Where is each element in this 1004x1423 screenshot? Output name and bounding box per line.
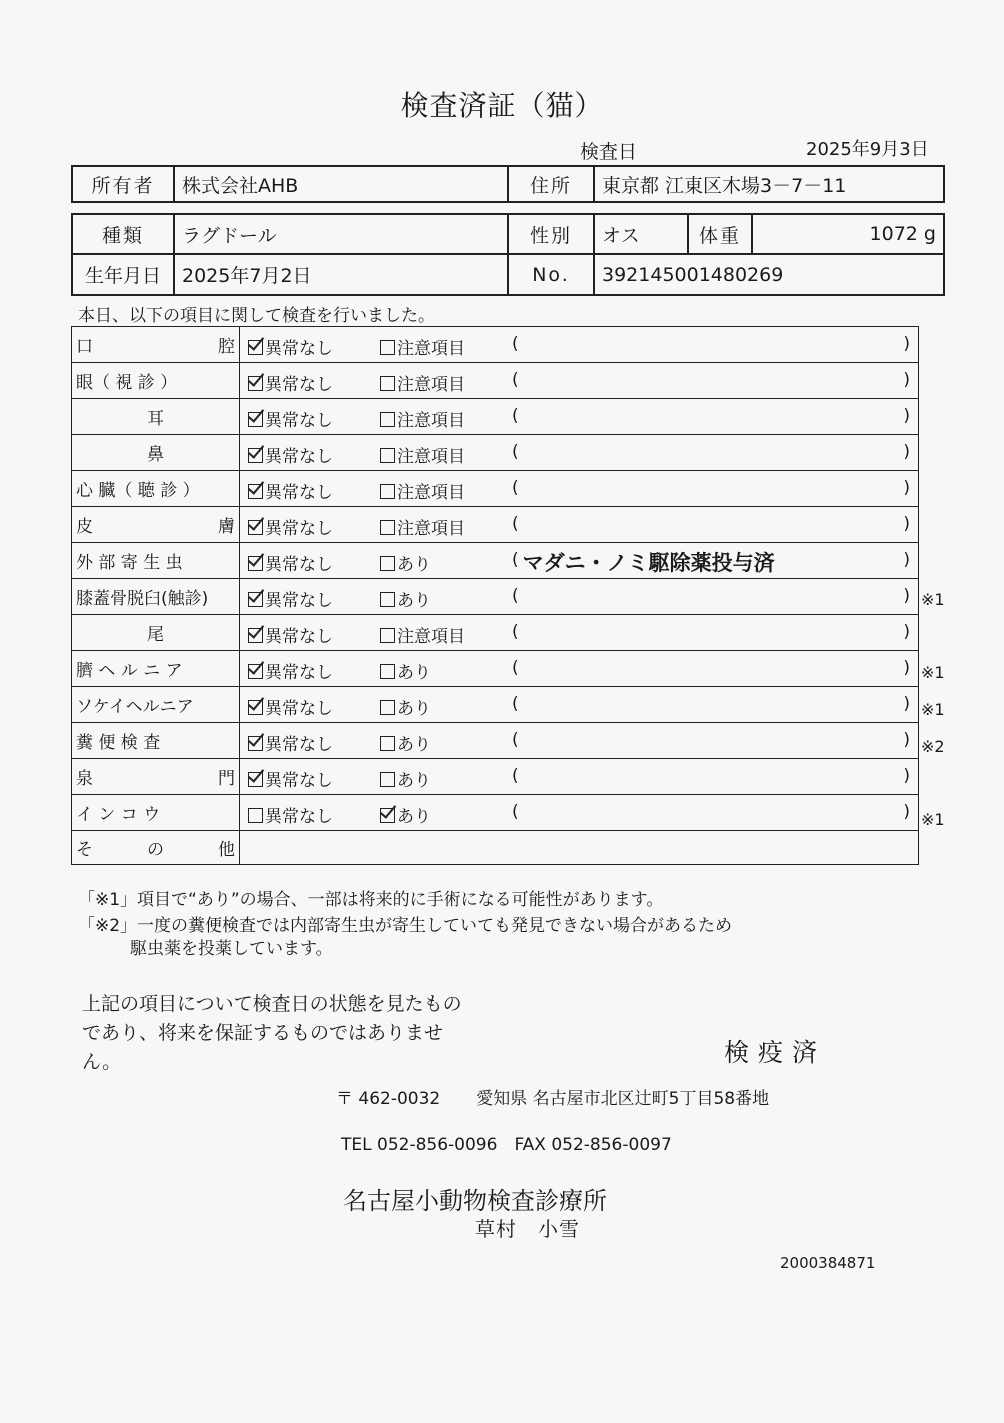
note-open-paren: ( xyxy=(512,658,519,678)
check-row xyxy=(72,327,919,363)
checkbox-icon[interactable] xyxy=(380,664,395,679)
check-options xyxy=(240,687,919,723)
check-item-label: 鼻 xyxy=(147,445,164,465)
checkbox-icon[interactable] xyxy=(248,736,263,751)
check-item-label: 外 部 寄 生 虫 xyxy=(76,553,183,573)
option-attention-label: あり xyxy=(397,591,431,611)
check-item xyxy=(72,579,240,615)
check-item xyxy=(72,687,240,723)
address-text: 愛知県 名古屋市北区辻町5丁目58番地 xyxy=(476,1089,770,1109)
check-options xyxy=(240,795,919,831)
note-field xyxy=(512,802,910,822)
option-attention[interactable] xyxy=(380,730,431,755)
option-normal-label: 異常なし xyxy=(265,339,333,359)
note-text xyxy=(519,367,904,390)
checkbox-icon[interactable] xyxy=(248,664,263,679)
footnote-mark: ※1 xyxy=(921,590,945,610)
note-close-paren: ) xyxy=(903,802,910,822)
option-normal[interactable] xyxy=(248,694,333,719)
note-open-paren: ( xyxy=(512,622,519,642)
check-item-label: 口 xyxy=(76,337,93,357)
check-row-other xyxy=(72,831,919,865)
check-item xyxy=(72,795,240,831)
note-open-paren: ( xyxy=(512,478,519,498)
note-field xyxy=(512,478,910,498)
check-item xyxy=(72,831,240,865)
address-label: 住所 xyxy=(508,166,594,202)
check-row xyxy=(72,399,919,435)
clinic-contact xyxy=(341,1130,672,1155)
check-item xyxy=(72,543,240,579)
check-item xyxy=(72,615,240,651)
check-item-label: 尾 xyxy=(147,625,164,645)
other-label-2: の xyxy=(147,840,164,860)
option-attention-label: あり xyxy=(397,555,431,575)
other-label-3: 他 xyxy=(218,840,235,860)
option-attention[interactable] xyxy=(380,514,465,539)
option-normal-label: 異常なし xyxy=(265,555,333,575)
option-normal-label: 異常なし xyxy=(265,699,333,719)
option-attention-label: あり xyxy=(397,807,431,827)
note-field xyxy=(512,586,910,606)
option-attention-label: 注意項目 xyxy=(397,339,465,359)
option-attention[interactable] xyxy=(380,802,431,827)
sex-value: オス xyxy=(594,214,688,254)
owner-address: 東京都 江東区木場3－7－11 xyxy=(594,166,944,202)
option-attention[interactable] xyxy=(380,442,465,467)
breed-value: ラグドール xyxy=(174,214,508,254)
option-normal[interactable] xyxy=(248,622,333,647)
note-open-paren: ( xyxy=(512,406,519,426)
check-item-label: 眼（ 視 診 ） xyxy=(76,373,178,393)
checkbox-icon[interactable] xyxy=(380,736,395,751)
check-options xyxy=(240,507,919,543)
note-close-paren: ) xyxy=(903,550,910,570)
checkbox-icon[interactable] xyxy=(248,592,263,607)
note-field xyxy=(512,442,910,462)
check-options xyxy=(240,651,919,687)
note-close-paren: ) xyxy=(903,442,910,462)
note-open-paren: ( xyxy=(512,550,519,570)
footnote-2-line-1: 「※2」一度の糞便検査では内部寄生虫が寄生していても発見できない場合があるため xyxy=(78,916,733,936)
option-normal-label: 異常なし xyxy=(265,375,333,395)
check-options xyxy=(240,543,919,579)
note-field xyxy=(512,658,910,678)
note-close-paren: ) xyxy=(903,586,910,606)
option-attention-label: あり xyxy=(397,735,431,755)
note-open-paren: ( xyxy=(512,694,519,714)
check-options xyxy=(240,615,919,651)
option-normal[interactable] xyxy=(248,802,333,827)
check-item-label: イ ン コ ウ xyxy=(76,805,161,825)
checkbox-icon[interactable] xyxy=(248,340,263,355)
check-row xyxy=(72,435,919,471)
check-item-label-end: 膚 xyxy=(218,517,235,537)
check-options xyxy=(240,471,919,507)
note-field xyxy=(512,550,910,577)
inspection-date: 2025年9月3日 xyxy=(806,139,929,160)
note-close-paren: ) xyxy=(903,766,910,786)
note-field xyxy=(512,514,910,534)
option-attention[interactable] xyxy=(380,334,465,359)
check-item-label: 心 臓（ 聴 診 ） xyxy=(76,481,200,501)
owner-table xyxy=(71,165,945,203)
check-item-label: 臍 ヘ ル ニ ア xyxy=(76,661,183,681)
note-close-paren: ) xyxy=(903,658,910,678)
footnote-mark: ※1 xyxy=(921,809,945,829)
pet-table xyxy=(71,213,945,296)
checkbox-icon[interactable] xyxy=(380,520,395,535)
check-options xyxy=(240,435,919,471)
note-close-paren: ) xyxy=(903,370,910,390)
checkbox-icon[interactable] xyxy=(248,556,263,571)
note-close-paren: ) xyxy=(903,406,910,426)
sex-label: 性別 xyxy=(508,214,594,254)
check-row xyxy=(72,795,919,831)
checkbox-icon[interactable] xyxy=(380,484,395,499)
note-text xyxy=(519,583,904,606)
check-options xyxy=(240,363,919,399)
option-attention-label: 注意項目 xyxy=(397,627,465,647)
check-options xyxy=(240,327,919,363)
option-normal-label: 異常なし xyxy=(265,735,333,755)
option-normal[interactable] xyxy=(248,550,333,575)
note-close-paren: ) xyxy=(903,694,910,714)
check-row xyxy=(72,759,919,795)
check-row xyxy=(72,471,919,507)
option-normal-label: 異常なし xyxy=(265,411,333,431)
option-normal[interactable] xyxy=(248,442,333,467)
note-text xyxy=(519,619,904,642)
option-attention[interactable] xyxy=(380,586,431,611)
note-close-paren: ) xyxy=(903,334,910,354)
note-close-paren: ) xyxy=(903,514,910,534)
footnote-1: 「※1」項目で“あり”の場合、一部は将来的に手術になる可能性があります。 xyxy=(78,890,664,910)
checkbox-icon[interactable] xyxy=(248,448,263,463)
checkbox-icon[interactable] xyxy=(380,592,395,607)
check-item xyxy=(72,507,240,543)
inspection-date-label: 検査日 xyxy=(580,141,638,163)
checkbox-icon[interactable] xyxy=(380,772,395,787)
option-normal[interactable] xyxy=(248,766,333,791)
note-field xyxy=(512,622,910,642)
check-item xyxy=(72,399,240,435)
disclaimer: 上記の項目について検査日の状態を見たものであり、将来を保証するものではありません。 xyxy=(82,993,462,1073)
intro-text: 本日、以下の項目に関して検査を行いました。 xyxy=(78,306,435,326)
note-open-paren: ( xyxy=(512,802,519,822)
option-attention-label: あり xyxy=(397,771,431,791)
option-attention[interactable] xyxy=(380,406,465,431)
note-open-paren: ( xyxy=(512,514,519,534)
checkbox-icon[interactable] xyxy=(248,520,263,535)
check-row xyxy=(72,543,919,579)
checks-table xyxy=(71,326,919,865)
note-text xyxy=(519,331,904,354)
check-options xyxy=(240,759,919,795)
option-normal-label: 異常なし xyxy=(265,771,333,791)
note-text xyxy=(519,403,904,426)
option-attention[interactable] xyxy=(380,694,431,719)
document-title: 検査済証（猫） xyxy=(400,89,604,122)
note-field xyxy=(512,730,910,750)
option-attention-label: 注意項目 xyxy=(397,375,465,395)
tel: TEL 052-856-0096 xyxy=(341,1135,498,1155)
check-item-label: 皮 xyxy=(76,517,93,537)
check-row xyxy=(72,507,919,543)
check-row xyxy=(72,579,919,615)
check-options xyxy=(240,723,919,759)
option-normal[interactable] xyxy=(248,658,333,683)
note-close-paren: ) xyxy=(903,622,910,642)
weight-value: 1072 g xyxy=(752,214,944,254)
document-number: 2000384871 xyxy=(780,1254,876,1272)
note-text xyxy=(519,439,904,462)
footnote-2-line-2: 駆虫薬を投薬しています。 xyxy=(130,939,333,959)
breed-label: 種類 xyxy=(72,214,174,254)
checkbox-icon[interactable] xyxy=(248,376,263,391)
option-attention-label: 注意項目 xyxy=(397,483,465,503)
check-item xyxy=(72,327,240,363)
note-text xyxy=(519,727,904,750)
checkbox-icon[interactable] xyxy=(248,808,263,823)
checkbox-icon[interactable] xyxy=(248,700,263,715)
footnote-mark: ※1 xyxy=(921,700,945,719)
check-item xyxy=(72,363,240,399)
clinic-name: 名古屋小動物検査診療所 xyxy=(343,1187,607,1215)
option-attention[interactable] xyxy=(380,622,465,647)
option-attention-label: あり xyxy=(397,663,431,683)
check-row xyxy=(72,615,919,651)
option-normal-label: 異常なし xyxy=(265,807,333,827)
note-field xyxy=(512,694,910,714)
inspector-name: 草村 小雪 xyxy=(475,1217,580,1241)
birth-label: 生年月日 xyxy=(72,254,174,295)
note-text xyxy=(519,799,904,822)
option-normal[interactable] xyxy=(248,586,333,611)
note-field xyxy=(512,370,910,390)
postal-code: 〒 462-0032 xyxy=(336,1089,441,1109)
checkbox-icon[interactable] xyxy=(380,556,395,571)
no-label: No. xyxy=(508,254,594,295)
option-attention[interactable] xyxy=(380,478,465,503)
note-field xyxy=(512,766,910,786)
note-field xyxy=(512,406,910,426)
check-item-label-end: 門 xyxy=(218,769,235,789)
check-item xyxy=(72,759,240,795)
option-normal-label: 異常なし xyxy=(265,591,333,611)
checkbox-icon[interactable] xyxy=(380,340,395,355)
check-item-label: 膝蓋骨脱臼(触診) xyxy=(76,589,209,609)
note-open-paren: ( xyxy=(512,730,519,750)
check-item xyxy=(72,651,240,687)
note-text xyxy=(519,691,904,714)
note-field xyxy=(512,334,910,354)
note-text xyxy=(519,655,904,678)
note-open-paren: ( xyxy=(512,334,519,354)
note-open-paren: ( xyxy=(512,586,519,606)
checkbox-icon[interactable] xyxy=(248,628,263,643)
check-row xyxy=(72,363,919,399)
option-attention[interactable] xyxy=(380,658,431,683)
check-item xyxy=(72,723,240,759)
check-item-label: ソケイヘルニア xyxy=(76,697,194,717)
fax: FAX 052-856-0097 xyxy=(514,1135,672,1155)
note-close-paren: ) xyxy=(903,730,910,750)
check-item-label-end: 腔 xyxy=(218,337,235,357)
note-text: マダニ・ノミ駆除薬投与済 xyxy=(522,551,775,575)
option-attention-label: 注意項目 xyxy=(397,447,465,467)
footnote-mark: ※1 xyxy=(921,663,945,683)
option-normal[interactable] xyxy=(248,406,333,431)
check-options xyxy=(240,579,919,615)
option-normal-label: 異常なし xyxy=(265,483,333,503)
note-open-paren: ( xyxy=(512,442,519,462)
option-attention[interactable] xyxy=(380,550,431,575)
check-options xyxy=(240,399,919,435)
checkbox-icon[interactable] xyxy=(380,412,395,427)
option-normal-label: 異常なし xyxy=(265,519,333,539)
checkbox-icon[interactable] xyxy=(380,376,395,391)
check-row xyxy=(72,651,919,687)
owner-value: 株式会社AHB xyxy=(174,166,508,202)
check-row xyxy=(72,723,919,759)
weight-label: 体重 xyxy=(688,214,752,254)
other-notes[interactable] xyxy=(240,831,919,865)
option-normal[interactable] xyxy=(248,514,333,539)
note-text xyxy=(519,475,904,498)
checkbox-icon[interactable] xyxy=(380,628,395,643)
check-item xyxy=(72,435,240,471)
note-text xyxy=(519,511,904,534)
check-row xyxy=(72,687,919,723)
birth-value: 2025年7月2日 xyxy=(174,254,508,295)
quarantine-stamp: 検疫済 xyxy=(724,1038,827,1067)
option-attention-label: 注意項目 xyxy=(397,519,465,539)
checkbox-icon[interactable] xyxy=(380,448,395,463)
option-attention[interactable] xyxy=(380,766,431,791)
option-attention-label: あり xyxy=(397,699,431,719)
option-attention[interactable] xyxy=(380,370,465,395)
option-attention-label: 注意項目 xyxy=(397,411,465,431)
checkbox-icon[interactable] xyxy=(380,700,395,715)
option-normal[interactable] xyxy=(248,334,333,359)
check-item xyxy=(72,471,240,507)
note-open-paren: ( xyxy=(512,766,519,786)
clinic-address xyxy=(336,1084,769,1109)
checkbox-icon[interactable] xyxy=(380,808,395,823)
checkbox-icon[interactable] xyxy=(248,412,263,427)
note-close-paren: ) xyxy=(903,478,910,498)
check-item-label: 耳 xyxy=(147,409,164,429)
other-label-1: そ xyxy=(76,840,93,860)
option-normal[interactable] xyxy=(248,730,333,755)
checkbox-icon[interactable] xyxy=(248,772,263,787)
option-normal-label: 異常なし xyxy=(265,447,333,467)
owner-label: 所有者 xyxy=(72,166,174,202)
option-normal-label: 異常なし xyxy=(265,663,333,683)
check-item-label: 泉 xyxy=(76,769,93,789)
option-normal-label: 異常なし xyxy=(265,627,333,647)
option-normal[interactable] xyxy=(248,370,333,395)
note-text xyxy=(519,763,904,786)
option-normal[interactable] xyxy=(248,478,333,503)
check-item-label: 糞 便 検 査 xyxy=(76,733,161,753)
pet-number: 392145001480269 xyxy=(594,254,944,295)
checkbox-icon[interactable] xyxy=(248,484,263,499)
note-open-paren: ( xyxy=(512,370,519,390)
footnote-mark: ※2 xyxy=(921,736,945,756)
